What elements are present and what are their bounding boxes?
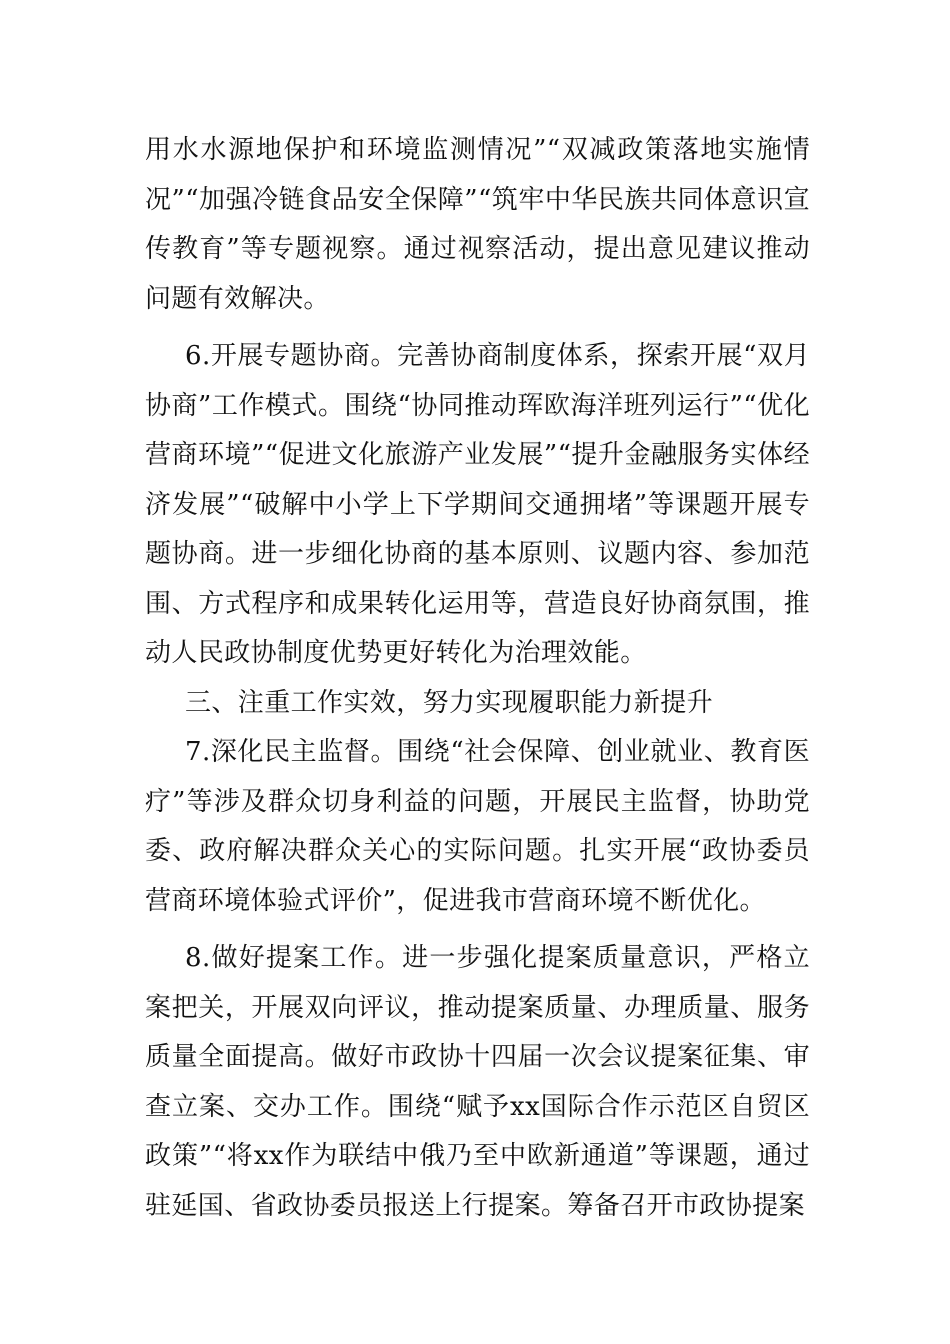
paragraph-item-6: 6.开展专题协商。完善协商制度体系，探索开展“双月协商”工作模式。围绕“协同推动珲欧海洋班列运行”“优化营商环境”“促进文化旅游产业发展”“提升金融服务实体经济发展”“破解中小学上下学期间交通拥堵”等课题开展专题协商。进一步细化协商的基本原则、议题内容、参加范围、方式程序和成果转化运用等，营造良好协商氛围，推动人民政协制度优势更好转化为治理效能。 [145, 341, 810, 668]
paragraph-item-8: 8.做好提案工作。进一步强化提案质量意识，严格立案把关，开展双向评议，推动提案质量、办理质量、服务质量全面提高。做好市政协十四届一次会议提案征集、审查立案、交办工作。围绕“赋予xx国际合作示范区自贸区政策”“将xx作为联结中俄乃至中欧新通道”等课题，通过驻延国、省政协委员报送上行提案。筹备召开市政协提案 [145, 943, 810, 1221]
section-heading-3: 三、注重工作实效，努力实现履职能力新提升 [185, 687, 714, 718]
paragraph-item-7: 7.深化民主监督。围绕“社会保障、创业就业、教育医疗”等涉及群众切身利益的问题，开展民主监督，协助党委、政府解决群众关心的实际问题。扎实开展“政协委员营商环境体验式评价”，促进我市营商环境不断优化。 [145, 737, 810, 916]
document-body [145, 126, 810, 1231]
paragraph-continued: 用水水源地保护和环境监测情况”“双减政策落地实施情况”“加强冷链食品安全保障”“筑牢中华民族共同体意识宣传教育”等专题视察。通过视察活动，提出意见建议推动问题有效解决。 [145, 135, 810, 314]
